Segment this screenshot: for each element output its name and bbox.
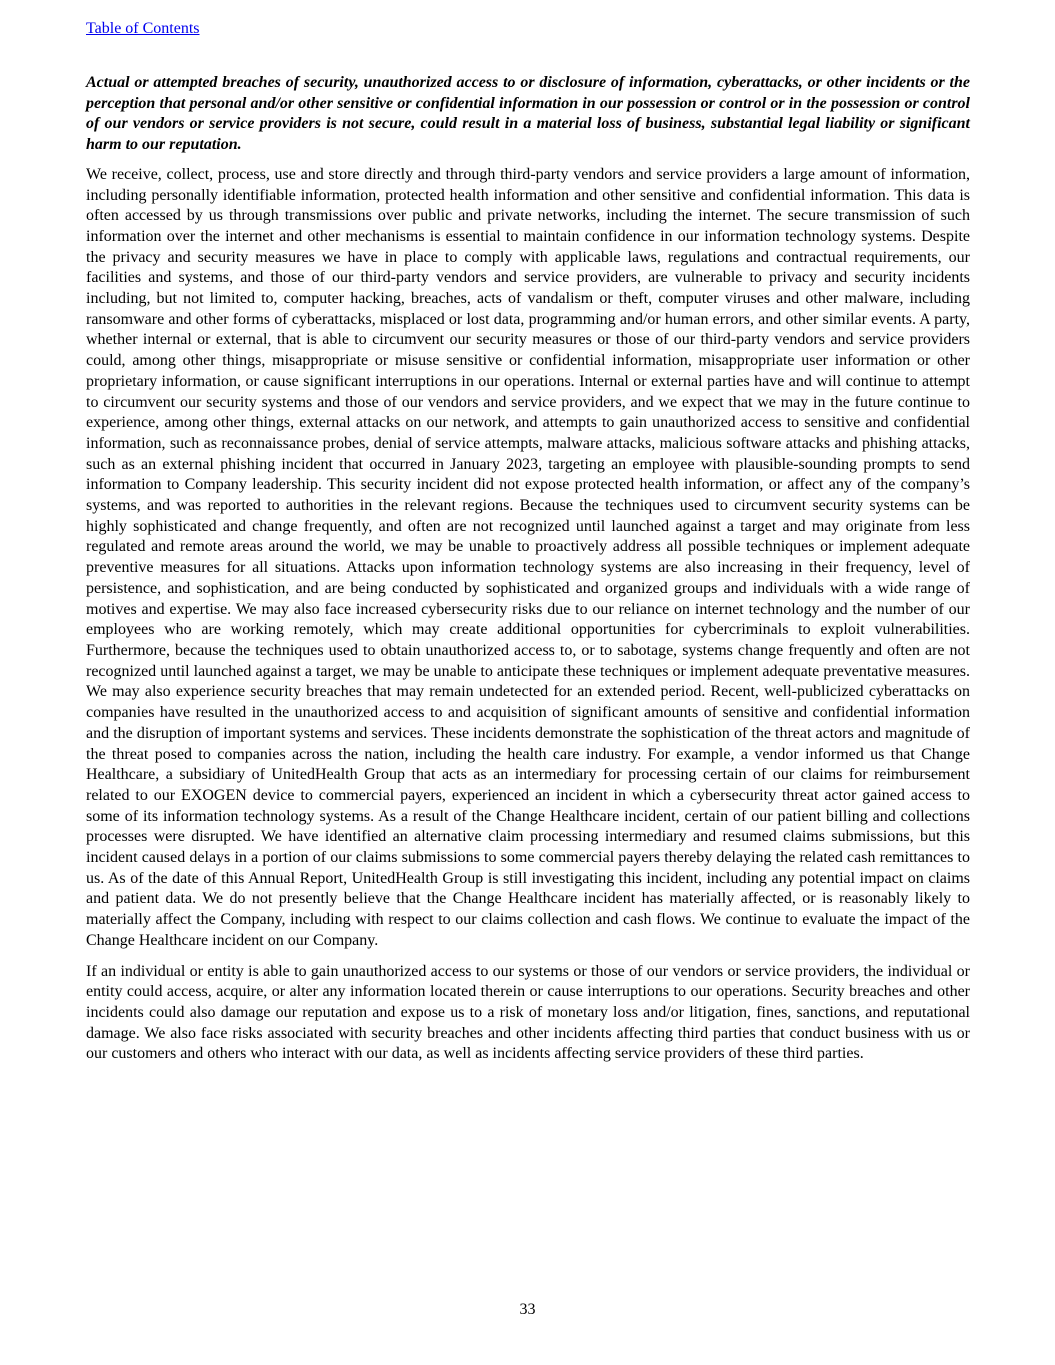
page-number: 33 — [519, 1301, 536, 1318]
table-of-contents-link[interactable]: Table of Contents — [86, 20, 200, 37]
risk-factor-heading: Actual or attempted breaches of security, unauthorized access to or disclosure of information, cyberattacks, or other incidents or the perception that personal and/or other sensitive or confidential information in our possession or control or in the possession or control of our vendors or service providers is not secure, could result in a material loss of business, substantial legal liability or significant harm to our reputation. — [86, 74, 970, 154]
body-paragraph-1: We receive, collect, process, use and store directly and through third-party vendors and service providers a large amount of information, including personally identifiable information, protected health information and other sensitive and confidential information. This data is often accessed by us through transmissions over public and private networks, including the internet. The secure transmission of such information over the internet and other mechanisms is essential to maintain confidence in our information technology systems. Despite the privacy and security measures we have in place to comply with applicable laws, regulations and contractual requirements, our facilities and systems, and those of our third-party vendors and service providers, are vulnerable to privacy and security incidents including, but not limited to, computer hacking, breaches, acts of vandalism or theft, computer viruses and other malware, including ransomware and other forms of cyberattacks, misplaced or lost data, programming and/or human errors, and other similar events. A party, whether internal or external, that is able to circumvent our security measures or those of our third-party vendors and service providers could, among other things, misappropriate or misuse sensitive or confidential information, misappropriate user information or other proprietary information, or cause significant interruptions in our operations. Internal or external parties have and will continue to attempt to circumvent our security systems and those of our vendors and service providers, and we expect that we may in the future continue to experience, among other things, external attacks on our network, and attempts to gain unauthorized access to sensitive and confidential information, such as reconnaissance probes, denial of service attempts, malware attacks, malicious software attacks and phishing attacks, such as an external phishing incident that occurred in January 2023, targeting an employee with plausible-sounding prompts to send information to Company leadership. This security incident did not expose protected health information, or affect any of the company’s systems, and was reported to authorities in the relevant regions. Because the techniques used to circumvent security systems can be highly sophisticated and change frequently, and often are not recognized until launched against a target and may originate from less regulated and remote areas around the world, we may be unable to proactively address all possible techniques or implement adequate preventive measures for all situations. Attacks upon information technology systems are also increasing in their frequency, level of persistence, and sophistication, and are being conducted by sophisticated and organized groups and individuals with a wide range of motives and expertise. We may also face increased cybersecurity risks due to our reliance on internet technology and the number of our employees who are working remotely, which may create additional opportunities for cybercriminals to exploit vulnerabilities. Furthermore, because the techniques used to obtain unauthorized access to, or to sabotage, systems change frequently and often are not recognized until launched against a target, we may be unable to anticipate these techniques or implement adequate preventative measures. We may also experience security breaches that may remain undetected for an extended period. Recent, well-publicized cyberattacks on companies have resulted in the unauthorized access to and acquisition of significant amounts of sensitive and confidential information and the disruption of important systems and services. These incidents demonstrate the sophistication of the threat actors and magnitude of the threat posed to companies across the nation, including the health care industry. For example, a vendor informed us that Change Healthcare, a subsidiary of UnitedHealth Group that acts as an intermediary for processing certain of our claims for reimbursement related to our EXOGEN device to commercial payers, experienced an incident in which a cybersecurity threat actor gained access to some of its information technology systems. As a result of the Change Healthcare incident, certain of our patient billing and collections processes were disrupted. We have identified an alternative claim processing intermediary and resumed claims submissions, but this incident caused delays in a portion of our claims submissions to some commercial payers thereby delaying the related cash remittances to us. As of the date of this Annual Report, UnitedHealth Group is still investigating this incident, including any potential impact on claims and patient data. We do not presently believe that the Change Healthcare incident has materially affected, or is reasonably likely to materially affect the Company, including with respect to our claims collection and cash flows. We continue to evaluate the impact of the Change Healthcare incident on our Company. — [86, 165, 970, 949]
page-content — [86, 73, 970, 1075]
body-paragraph-2: If an individual or entity is able to gain unauthorized access to our systems or those of our vendors or service providers, the individual or entity could access, acquire, or alter any information located therein or cause interruptions to our operations. Security breaches and other incidents could also damage our reputation and expose us to a risk of monetary loss and/or litigation, fines, sanctions, and reputational damage. We also face risks associated with security breaches and other incidents affecting third parties that conduct business with us or our customers and others who interact with our data, as well as incidents affecting service providers of these third parties. — [86, 962, 970, 1063]
